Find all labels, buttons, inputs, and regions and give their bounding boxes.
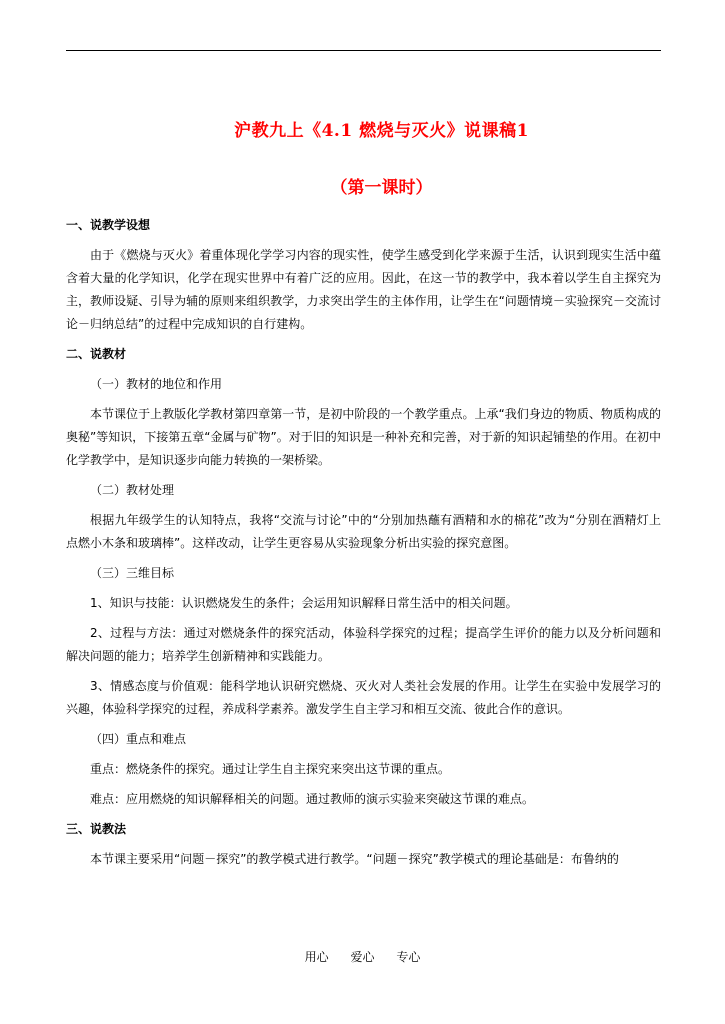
document-title: 沪教九上《4.1 燃烧与灭火》说课稿1	[234, 121, 529, 141]
list-item: 3、情感态度与价值观：能科学地认识研究燃烧、灭火对人类社会发展的作用。让学生在实验中发展学习的兴趣，体验科学探究的过程，养成科学素养。激发学生自主学习和相互交流、彼此合作的意识。	[66, 679, 661, 716]
page-footer	[0, 948, 725, 965]
header-rule	[66, 50, 661, 51]
section-heading: 二、说教材	[66, 347, 127, 361]
paragraph: 重点：燃烧条件的探究。通过让学生自主探究来突出这节课的重点。	[90, 762, 451, 776]
subsection-heading: （二）教材处理	[90, 483, 175, 497]
document-body	[66, 214, 661, 878]
footer-text: 专心	[396, 950, 421, 964]
footer-text: 爱心	[350, 950, 375, 964]
section-heading: 三、说教法	[66, 822, 127, 836]
subsection-heading: （一）教材的地位和作用	[90, 377, 223, 391]
subsection-heading: （四）重点和难点	[90, 732, 187, 746]
document-subtitle: （第一课时）	[330, 178, 433, 198]
section-heading: 一、说教学设想	[66, 218, 151, 232]
paragraph: 由于《燃烧与灭火》着重体现化学学习内容的现实性，使学生感受到化学来源于生活，认识到现实生活中蕴含着大量的化学知识，化学在现实世界中有着广泛的应用。因此，在这一节的教学中，我本着以学生自主探究为主，教师设疑、引导为辅的原则来组织教学，力求突出学生的主体作用，让学生在“问题情境－实验探究－交流讨论－归纳总结”的过程中完成知识的自行建构。	[66, 248, 661, 331]
list-item: 1、知识与技能：认识燃烧发生的条件；会运用知识解释日常生活中的相关问题。	[90, 596, 518, 610]
paragraph: 难点：应用燃烧的知识解释相关的问题。通过教师的演示实验来突破这节课的难点。	[90, 792, 535, 806]
list-item: 2、过程与方法：通过对燃烧条件的探究活动，体验科学探究的过程；提高学生评价的能力以及分析问题和解决问题的能力；培养学生创新精神和实践能力。	[66, 626, 661, 663]
subsection-heading: （三）三维目标	[90, 566, 175, 580]
paragraph: 本节课主要采用“问题－探究”的教学模式进行教学。“问题－探究”教学模式的理论基础是：布鲁纳的	[90, 852, 619, 866]
paragraph: 本节课位于上教版化学教材第四章第一节，是初中阶段的一个教学重点。上承“我们身边的物质、物质构成的奥秘”等知识，下接第五章“金属与矿物”。对于旧的知识是一种补充和完善，对于新的知识起铺垫的作用。在初中化学教学中，是知识逐步向能力转换的一架桥梁。	[66, 407, 661, 467]
footer-text: 用心	[304, 950, 329, 964]
paragraph: 根据九年级学生的认知特点，我将“交流与讨论”中的“分别加热蘸有酒精和水的棉花”改为“分别在酒精灯上点燃小木条和玻璃棒”。这样改动，让学生更容易从实验现象分析出实验的探究意图。	[66, 513, 661, 550]
